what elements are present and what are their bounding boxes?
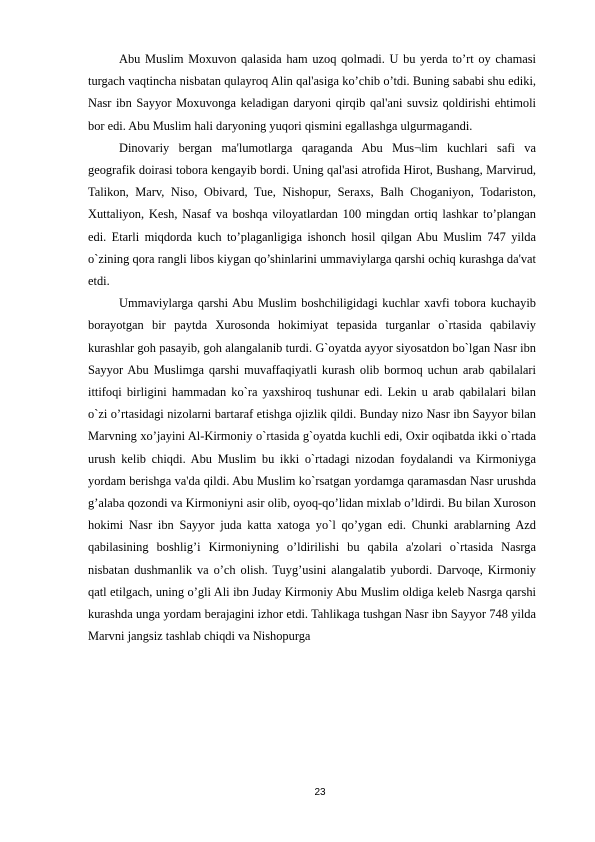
page-number: 23 — [314, 787, 326, 798]
paragraph-dinovariy: Dinovariy bergan ma'lumotlarga qaraganda Abu Mus¬lim kuchlari safi va geografik doirasi tobora kengayib bordi. Uning qal'asi atrofida Hirot, Bushang, Marvirud, Talikon, Marv, Niso, Obivard, Tue, Nishopur, Seraxs, Balh Choganiyon, Todariston, Xuttaliyon, Kesh, Nasaf va boshqa viloyatlardan 100 mingdan ortiq lashkar to’plangan edi. Etarli miqdorda kuch to’plaganligiga ishonch hosil qilgan Abu Muslim 747 yilda o`zining qora rangli libos kiygan qo’shinlarini ummaviylarga qarshi ochiq kurashga da'vat etdi. — [88, 140, 536, 289]
body-text — [88, 48, 536, 647]
paragraph-abu-muslim-moxuvon: Abu Muslim Moxuvon qalasida ham uzoq qolmadi. U bu yerda to’rt oy chamasi turgach vaqtincha nisbatan qulayroq Alin qal'asiga ko’chib o’tdi. Buning sababi shu ediki, Nasr ibn Sayyor Moxuvonga keladigan daryoni qirqib qal'ani suvsiz qoldirishi ehtimoli bor edi. Abu Muslim hali daryoning yuqori qismini egallashga ulgurmagandi. — [88, 52, 536, 133]
paragraph-ummaviylarga-qarshi: Ummaviylarga qarshi Abu Muslim boshchiligidagi kuchlar xavfi tobora kuchayib borayotgan bir paytda Xurosonda hokimiyat tepasida turganlar o`rtasida qabilaviy kurashlar goh pasayib, goh alangalanib turdi. G`oyatda ayyor siyosatdon bo`lgan Nasr ibn Sayyor Abu Muslimga qarshi muvaffaqiyatli kurash olib bormoq uchun arab qabilalari ittifoqi birligini hammadan ko`ra yaxshiroq tushunar edi. Lekin u arab qabilalari bilan o`zi o’rtasidagi nizolarni bartaraf etishga ojizlik qildi. Bunday nizo Nasr ibn Sayyor bilan Marvning xo’jayini Al-Kirmoniy o`rtasida g`oyatda kuchli edi, Oxir oqibatda ikki o`rtada urush kelib chiqdi. Abu Muslim bu ikki o`rtadagi nizodan foydalandi va Kirmoniyga yordam berishga va'da qildi. Abu Muslim ko`rsatgan yordamga qaramasdan Nasr urushda g’alaba qozondi va Kirmoniyni asir olib, oyoq-qo’lidan mixlab o’ldirdi. Bu bilan Xuroson hokimi Nasr ibn Sayyor juda katta xatoga yo`l qo’ygan edi. Chunki arablarning Azd qabilasining boshlig’i Kirmoniyning o’ldirilishi bu qabila a'zolari o`rtasida Nasrga nisbatan dushmanlik va o’ch olish. Tuyg’usini alangalatib yubordi. Darvoqe, Kirmoniy qatl etilgach, uning o’gli Ali ibn Juday Kirmoniy Abu Muslim oldiga keleb Nasrga qarshi kurashda unga yordam berajagini izhor etdi. Tahlikaga tushgan Nasr ibn Sayyor 748 yilda Marvni jangsiz tashlab chiqdi va Nishopurga — [88, 296, 536, 644]
